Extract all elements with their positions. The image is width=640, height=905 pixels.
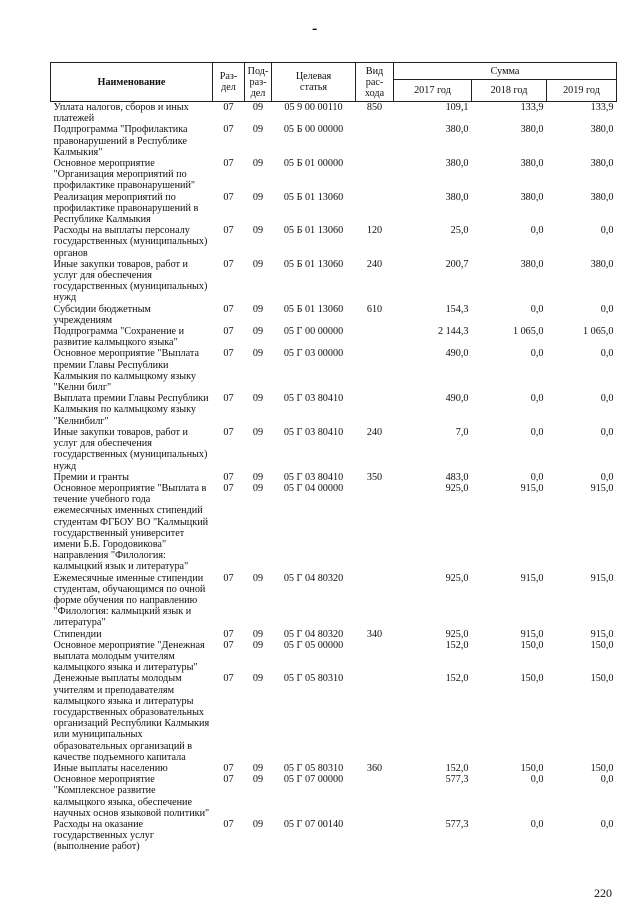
row-vid-raskhoda: 350 [366,471,383,483]
row-vid-raskhoda [356,158,394,192]
table-body [51,102,617,853]
row-name: Основное мероприятие "Выплата премии Главы Республики Калмыкия по калмыцкому языку "Келни билг" [53,348,199,394]
row-razdel: 07 [223,393,234,405]
row-name: Субсидии бюджетным учреждениям [53,303,151,326]
row-razdel: 07 [223,326,234,338]
row-sum-2018: 915,0 [520,482,544,494]
row-celevaya-statya: 05 Б 01 13060 [283,303,344,315]
row-vid-raskhoda [356,640,394,674]
row-sum-2018: 380,0 [520,191,544,203]
header-razdel: Раз- дел [213,63,245,102]
table-row [51,472,617,483]
row-podrazdel: 09 [252,102,264,113]
row-sum-2018: 915,0 [520,628,544,640]
page-number: 220 [594,886,612,900]
row-vid-raskhoda [356,393,394,427]
row-sum-2019: 0,0 [600,303,614,315]
row-sum-2019: 150,0 [590,673,614,685]
row-razdel: 07 [223,124,234,136]
row-sum-2019: 150,0 [590,639,614,651]
row-podrazdel: 09 [252,303,264,315]
row-name: Подпрограмма "Сохранение и развитие калмыцкого языка" [53,326,185,349]
row-name: Иные выплаты населению [53,762,168,774]
row-vid-raskhoda: 340 [366,628,383,640]
row-name: Выплата премии Главы Республики Калмыкия по калмыцкому языку "Келнибилг" [53,393,209,427]
row-name: Основное мероприятие "Выплата в течение учебного года ежемесячных именных стипендий студентам ФГБОУ ВО "Калмыцкий государственный университет имени Б.Б. Городовикова" направления "Филология: калмыцкий язык и литература" [53,482,209,573]
row-sum-2017: 7,0 [455,426,469,438]
row-sum-2018: 150,0 [520,639,544,651]
table-row [51,774,617,819]
row-sum-2018: 915,0 [520,572,544,584]
table-row [51,192,617,226]
table-row [51,819,617,853]
row-celevaya-statya: 05 Б 00 00000 [283,124,344,136]
row-vid-raskhoda [356,774,394,819]
row-celevaya-statya: 05 Г 00 00000 [283,326,344,338]
row-celevaya-statya: 05 Г 03 80410 [283,471,344,483]
header-celevaya-statya: Целевая статья [272,63,356,102]
table-row [51,158,617,192]
row-vid-raskhoda: 240 [366,426,383,438]
table-row [51,348,617,393]
row-name: Реализация мероприятий по профилактике правонарушений в Республике Калмыкия [53,191,199,226]
row-name: Иные закупки товаров, работ и услуг для обеспечения государственных (муниципальных) нужд [53,258,208,304]
header-year-2017: 2017 год [394,80,472,102]
table-row [51,124,617,158]
row-vid-raskhoda [356,573,394,629]
row-sum-2019: 0,0 [600,393,614,405]
row-razdel: 07 [223,191,234,203]
row-name: Расходы на выплаты персоналу государственных (муниципальных) органов [53,225,208,259]
row-sum-2019: 380,0 [590,258,614,270]
header-vid-raskhoda: Вид рас- хода [356,63,394,102]
table-row [51,640,617,674]
row-sum-2017: 490,0 [445,348,469,360]
header-year-2018: 2018 год [472,80,547,102]
row-podrazdel: 09 [252,628,264,640]
row-vid-raskhoda: 360 [366,762,383,774]
page-mark: - [312,20,318,37]
row-sum-2018: 0,0 [530,819,544,830]
row-sum-2019: 150,0 [590,762,614,774]
row-vid-raskhoda [356,326,394,348]
row-celevaya-statya: 05 Г 05 80310 [283,762,344,774]
row-podrazdel: 09 [252,348,264,360]
row-vid-raskhoda: 850 [366,102,383,113]
row-vid-raskhoda [356,673,394,763]
row-vid-raskhoda: 120 [366,225,383,237]
row-sum-2018: 380,0 [520,258,544,270]
row-podrazdel: 09 [252,762,264,774]
row-sum-2017: 152,0 [445,673,469,685]
row-vid-raskhoda: 240 [366,258,383,270]
row-celevaya-statya: 05 Г 07 00000 [283,774,344,786]
row-podrazdel: 09 [252,819,264,830]
table-row [51,427,617,472]
row-name: Расходы на оказание государственных услуг (выполнение работ) [53,819,155,853]
row-sum-2017: 380,0 [445,191,469,203]
row-razdel: 07 [223,628,234,640]
row-celevaya-statya: 05 Г 07 00140 [283,819,344,830]
table-row [51,102,617,125]
row-celevaya-statya: 05 Б 01 13060 [283,258,344,270]
table-row [51,763,617,774]
row-sum-2017: 925,0 [445,572,469,584]
row-razdel: 07 [223,225,234,237]
header-podrazdel: Под- раз- дел [245,63,272,102]
table-row [51,259,617,304]
row-sum-2018: 380,0 [520,158,544,170]
row-sum-2017: 152,0 [445,639,469,651]
header-name: Наименование [51,63,213,102]
budget-table [50,62,617,853]
row-sum-2017: 154,3 [445,303,469,315]
row-podrazdel: 09 [252,124,264,136]
row-podrazdel: 09 [252,258,264,270]
row-razdel: 07 [223,102,234,113]
row-podrazdel: 09 [252,774,264,786]
row-sum-2017: 490,0 [445,393,469,405]
row-celevaya-statya: 05 Г 03 80410 [283,426,344,438]
row-celevaya-statya: 05 Г 04 80320 [283,628,344,640]
row-podrazdel: 09 [252,393,264,405]
row-podrazdel: 09 [252,482,264,494]
table-row [51,304,617,326]
row-podrazdel: 09 [252,426,264,438]
row-sum-2017: 152,0 [445,762,469,774]
row-celevaya-statya: 05 Г 04 80320 [283,572,344,584]
row-celevaya-statya: 05 Г 03 00000 [283,348,344,360]
row-name: Денежные выплаты молодым учителям и преподавателям калмыцкого языка и литературы государственных образовательных организаций Республики Калмыкия или муниципальных образовательных организаций в качестве подъемного капитала [53,673,210,763]
row-sum-2019: 0,0 [600,774,614,786]
row-sum-2019: 380,0 [590,158,614,170]
row-razdel: 07 [223,482,234,494]
table-row [51,393,617,427]
row-sum-2019: 380,0 [590,124,614,136]
row-sum-2019: 0,0 [600,225,614,237]
row-celevaya-statya: 05 Г 05 80310 [283,673,344,685]
row-sum-2018: 380,0 [520,124,544,136]
row-podrazdel: 09 [252,673,264,685]
row-sum-2018: 0,0 [530,393,544,405]
row-sum-2019: 380,0 [590,191,614,203]
row-sum-2017: 925,0 [445,482,469,494]
row-sum-2018: 150,0 [520,673,544,685]
row-sum-2019: 1 065,0 [582,326,614,338]
row-celevaya-statya: 05 Г 04 00000 [283,482,344,494]
row-name: Ежемесячные именные стипендии студентам, обучающимся по очной форме обучения по направлению "Филология: калмыцкий язык и литература" [53,572,206,629]
row-name: Иные закупки товаров, работ и услуг для обеспечения государственных (муниципальных) нужд [53,426,208,472]
row-sum-2017: 2 144,3 [437,326,469,338]
row-razdel: 07 [223,673,234,685]
row-razdel: 07 [223,158,234,170]
row-sum-2017: 109,1 [445,102,469,113]
row-sum-2019: 0,0 [600,348,614,360]
row-celevaya-statya: 05 Г 05 00000 [283,639,344,651]
table-row [51,225,617,259]
row-sum-2019: 0,0 [600,819,614,830]
table-row [51,573,617,629]
row-sum-2017: 380,0 [445,158,469,170]
row-sum-2017: 380,0 [445,124,469,136]
table-row [51,483,617,573]
row-sum-2019: 133,9 [590,102,614,113]
row-sum-2018: 0,0 [530,348,544,360]
row-razdel: 07 [223,303,234,315]
row-sum-2018: 0,0 [530,225,544,237]
row-sum-2017: 200,7 [445,258,469,270]
row-name: Подпрограмма "Профилактика правонарушений в Республике Калмыкия" [53,124,188,158]
row-podrazdel: 09 [252,158,264,170]
row-vid-raskhoda [356,483,394,573]
row-razdel: 07 [223,471,234,483]
table-header [51,63,617,102]
row-podrazdel: 09 [252,225,264,237]
row-celevaya-statya: 05 Г 03 80410 [283,393,344,405]
row-name: Стипендии [53,628,102,640]
row-sum-2017: 25,0 [450,225,469,237]
table-row [51,629,617,640]
row-razdel: 07 [223,348,234,360]
row-razdel: 07 [223,426,234,438]
table-row [51,326,617,348]
row-sum-2018: 0,0 [530,471,544,483]
row-name: Уплата налогов, сборов и иных платежей [53,102,189,125]
row-razdel: 07 [223,572,234,584]
row-sum-2019: 915,0 [590,628,614,640]
header-year-2019: 2019 год [547,80,617,102]
row-vid-raskhoda [356,192,394,226]
row-celevaya-statya: 05 9 00 00110 [284,102,343,113]
row-razdel: 07 [223,639,234,651]
row-sum-2017: 925,0 [445,628,469,640]
row-podrazdel: 09 [252,639,264,651]
row-vid-raskhoda [356,124,394,158]
row-sum-2019: 0,0 [600,426,614,438]
row-sum-2017: 483,0 [445,471,469,483]
row-sum-2019: 0,0 [600,471,614,483]
row-celevaya-statya: 05 Б 01 00000 [283,158,344,170]
row-podrazdel: 09 [252,471,264,483]
table-row [51,673,617,763]
row-celevaya-statya: 05 Б 01 13060 [283,225,344,237]
row-name: Основное мероприятие "Денежная выплата молодым учителям калмыцкого языка и литературы" [53,639,205,674]
row-sum-2018: 0,0 [530,426,544,438]
row-sum-2019: 915,0 [590,482,614,494]
row-sum-2018: 0,0 [530,303,544,315]
row-vid-raskhoda [356,819,394,853]
header-summa: Сумма [394,63,617,80]
row-sum-2017: 577,3 [445,819,469,830]
row-celevaya-statya: 05 Б 01 13060 [283,191,344,203]
row-razdel: 07 [223,774,234,786]
row-sum-2018: 133,9 [520,102,544,113]
row-sum-2018: 0,0 [530,774,544,786]
row-podrazdel: 09 [252,191,264,203]
row-sum-2017: 577,3 [445,774,469,786]
row-razdel: 07 [223,762,234,774]
row-sum-2019: 915,0 [590,572,614,584]
row-razdel: 07 [223,258,234,270]
row-vid-raskhoda [356,348,394,393]
row-podrazdel: 09 [252,326,264,338]
row-sum-2018: 150,0 [520,762,544,774]
row-name: Основное мероприятие "Комплексное развитие калмыцкого языка, обеспечение научных основ языковой политики" [53,774,210,819]
row-vid-raskhoda: 610 [366,303,383,315]
row-name: Премии и гранты [53,471,129,483]
row-podrazdel: 09 [252,572,264,584]
row-razdel: 07 [223,819,234,830]
row-sum-2018: 1 065,0 [512,326,544,338]
row-name: Основное мероприятие "Организация мероприятий по профилактике правонарушений" [53,158,196,192]
